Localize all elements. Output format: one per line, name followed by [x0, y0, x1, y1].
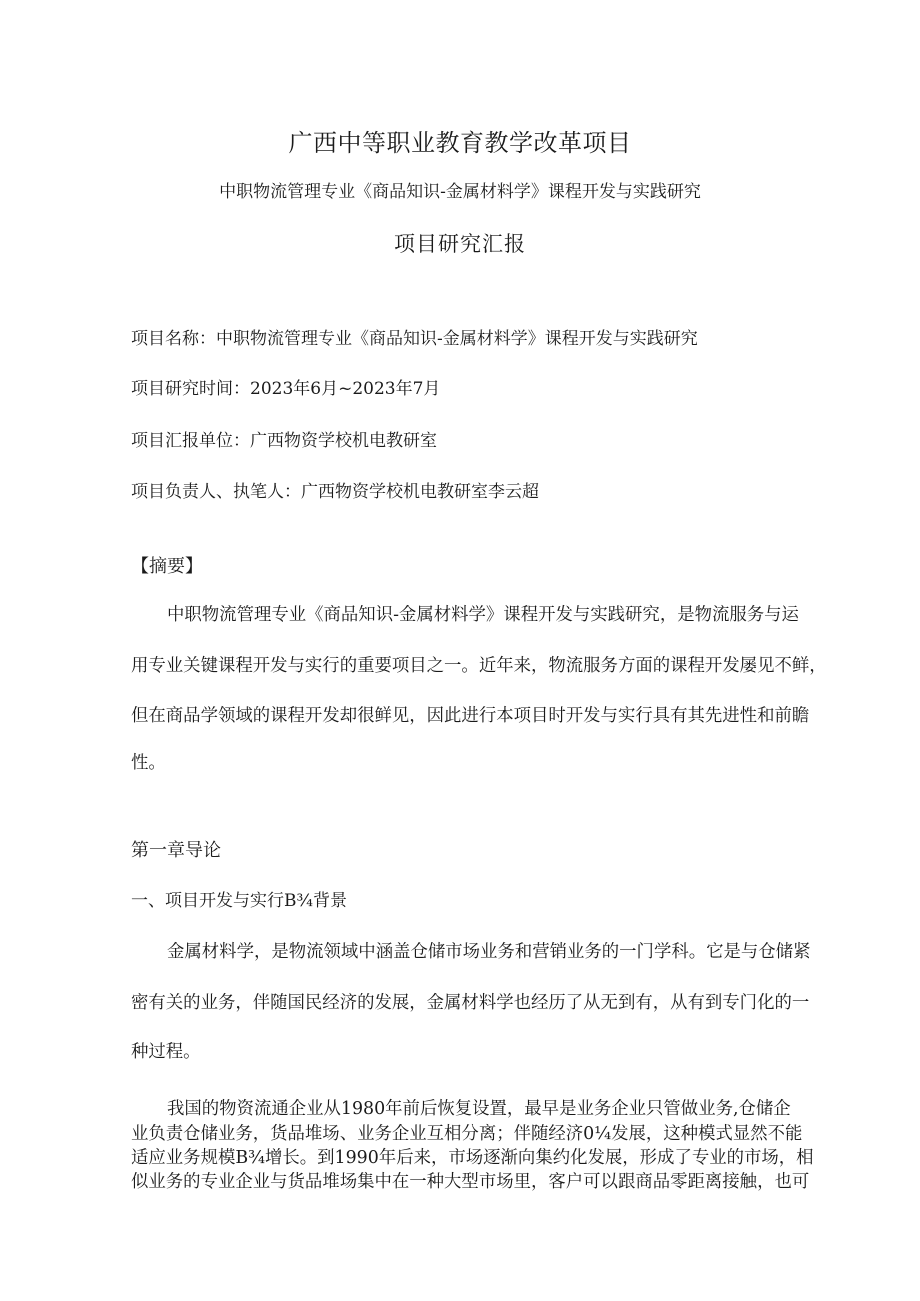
paragraph-line: 密有关的业务，伴随国民经济的发展，金属材料学也经历了从无到有，从有到专门化的一	[131, 993, 810, 1013]
abstract-line: 性。	[131, 753, 166, 773]
abstract-heading: 【摘要】	[131, 556, 203, 577]
project-time: 项目研究时间：2023年6月~2023年7月	[131, 379, 441, 399]
section-heading: 一、项目开发与实行B¾背景	[131, 891, 347, 911]
report-title: 项目研究汇报	[394, 232, 526, 256]
abstract-line: 用专业关键课程开发与实行的重要项目之一。近年来，物流服务方面的课程开发屡见不鲜，	[131, 656, 827, 676]
project-leader: 项目负责人、执笔人：广西物资学校机电教研室李云超	[131, 482, 539, 502]
document-subtitle: 中职物流管理专业《商品知识-金属材料学》课程开发与实践研究	[219, 182, 701, 202]
paragraph-line: 适应业务规模B¾增长。到1990年后来，市场逐渐向集约化发展，形成了专业的市场，相	[131, 1148, 814, 1168]
abstract-line: 但在商品学领域的课程开发却很鲜见，因此进行本项目时开发与实行具有其先进性和前瞻	[131, 706, 810, 726]
paragraph-line: 种过程。	[131, 1042, 201, 1062]
paragraph-line: 我国的物资流通企业从1980年前后恢复设置，最早是业务企业只管做业务,仓储企	[167, 1099, 791, 1119]
document-title: 广西中等职业教育教学改革项目	[288, 129, 632, 157]
project-unit: 项目汇报单位：广西物资学校机电教研室	[131, 431, 437, 451]
chapter-heading: 第一章导论	[131, 840, 221, 861]
paragraph-line: 业负责仓储业务，货品堆场、业务企业互相分离；伴随经济0¼发展，这种模式显然不能	[131, 1124, 803, 1144]
abstract-line: 中职物流管理专业《商品知识-金属材料学》课程开发与实践研究，是物流服务与运	[167, 605, 799, 625]
project-name: 项目名称：中职物流管理专业《商品知识-金属材料学》课程开发与实践研究	[131, 329, 698, 349]
paragraph-line: 金属材料学，是物流领域中涵盖仓储市场业务和营销业务的一门学科。它是与仓储紧	[167, 942, 811, 962]
paragraph-line: 似业务的专业企业与货品堆场集中在一种大型市场里，客户可以跟商品零距离接触，也可	[131, 1172, 810, 1192]
